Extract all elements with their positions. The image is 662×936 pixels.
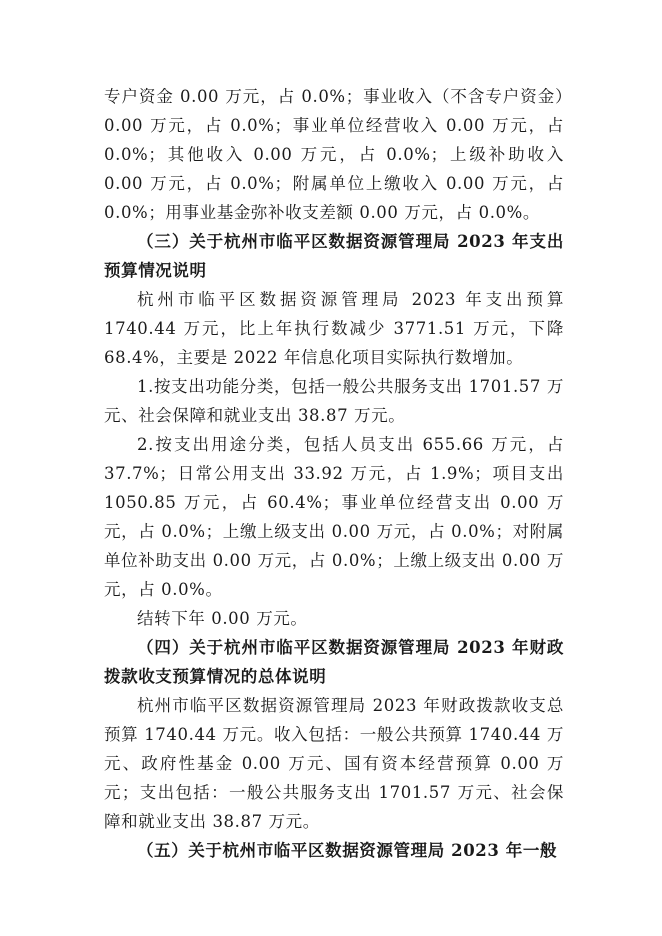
section-heading-3: （三）关于杭州市临平区数据资源管理局 2023 年支出预算情况说明: [104, 232, 564, 280]
paragraph-by-function: 1.按支出功能分类，包括一般公共服务支出 1701.57 万元、社会保障和就业支出 38.87 万元。: [104, 377, 564, 425]
paragraph-income-continuation: 专户资金 0.00 万元，占 0.0%；事业收入（不含专户资金）0.00 万元，占 0.0%；事业单位经营收入 0.00 万元，占 0.0%；其他收入 0.00 万元，占 0.0%；上级补助收入 0.00 万元，占 0.0%；附属单位上缴收入 0.00 万元，占 0.0%；用事业基金弥补收支差额 0.00 万元，占 0.0%。: [104, 87, 564, 222]
paragraph-carryover: 结转下年 0.00 万元。: [137, 609, 308, 628]
section-heading-4: （四）关于杭州市临平区数据资源管理局 2023 年财政拨款收支预算情况的总体说明: [104, 638, 564, 686]
paragraph-fiscal-total: 杭州市临平区数据资源管理局 2023 年财政拨款收支总预算 1740.44 万元。收入包括：一般公共预算 1740.44 万元、政府性基金 0.00 万元、国有资本经营预算 0.00 万元；支出包括：一般公共服务支出 1701.57 万元、社会保障和就业支出 38.87 万元。: [104, 696, 564, 831]
section-heading-5: （五）关于杭州市临平区数据资源管理局 2023 年一般: [137, 841, 558, 860]
paragraph-by-use: 2.按支出用途分类，包括人员支出 655.66 万元，占 37.7%；日常公用支出 33.92 万元，占 1.9%；项目支出 1050.85 万元，占 60.4%；事业单位经营支出 0.00 万元，占 0.0%；上缴上级支出 0.00 万元，占 0.0%；对附属单位补助支出 0.00 万元，占 0.0%；上缴上级支出 0.00 万元，占 0.0%。: [104, 435, 564, 599]
paragraph-expenditure-total: 杭州市临平区数据资源管理局 2023 年支出预算 1740.44 万元，比上年执行数减少 3771.51 万元，下降 68.4%，主要是 2022 年信息化项目实际执行数增加。: [104, 290, 564, 367]
